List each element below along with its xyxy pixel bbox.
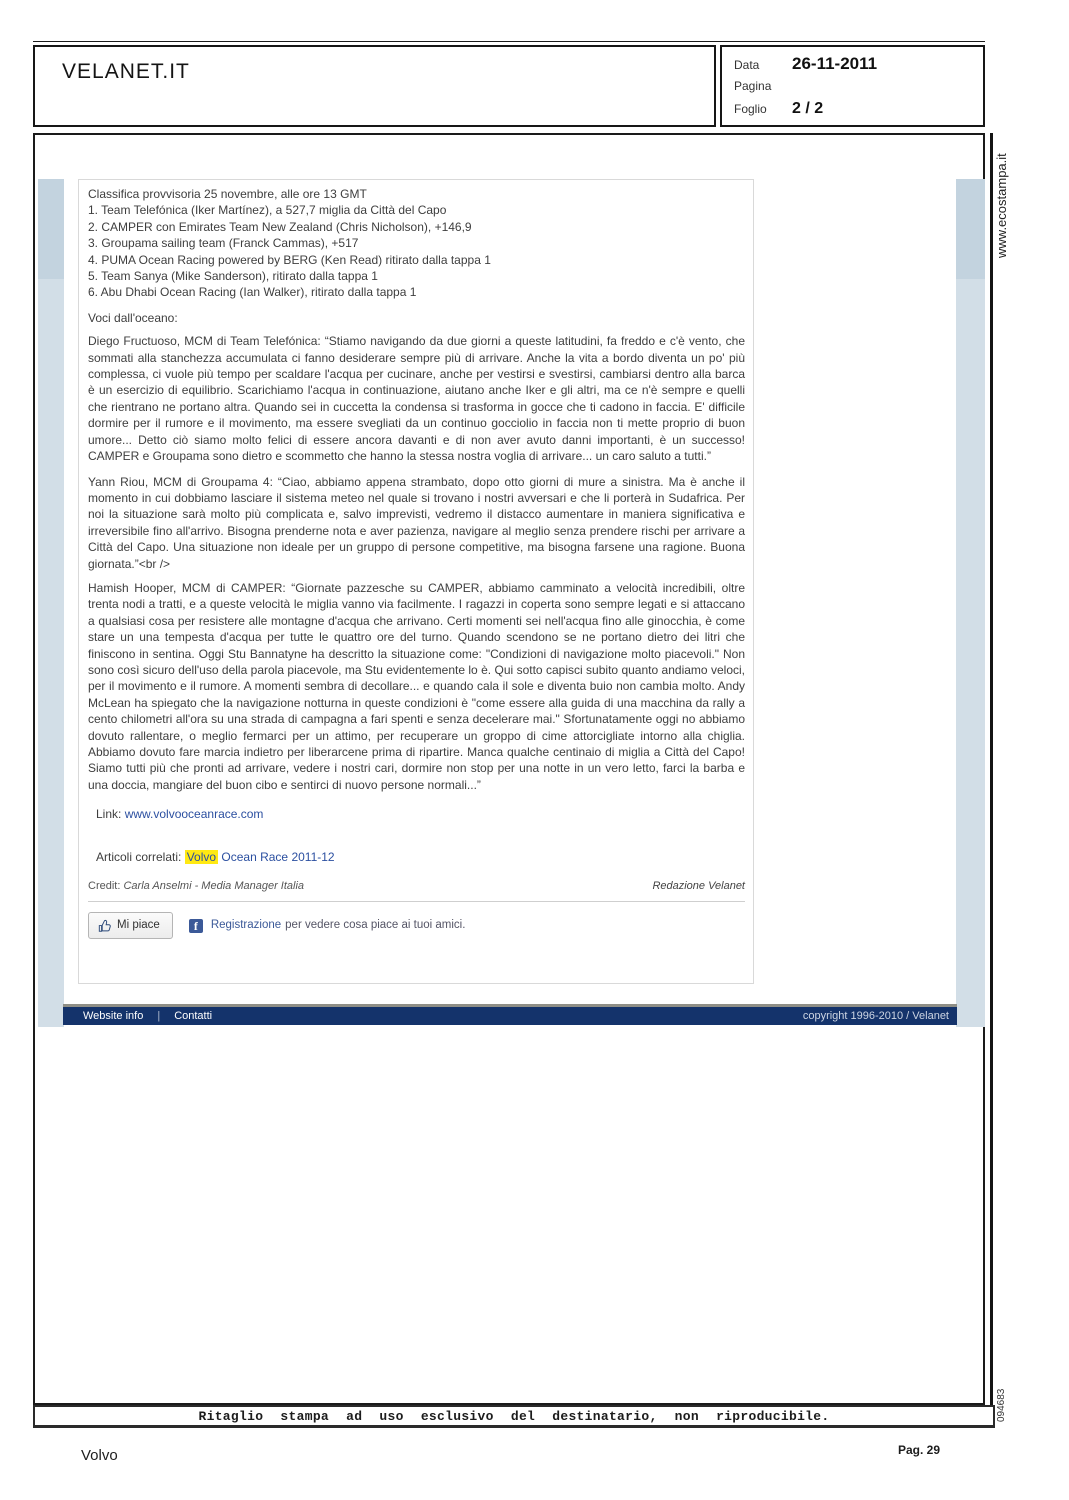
credit-label: Credit: xyxy=(88,880,121,893)
credit-row xyxy=(88,878,745,902)
webpage-right-margin-strip xyxy=(956,179,985,1027)
webpage-left-margin-strip xyxy=(38,179,64,1027)
like-button-label: Mi piace xyxy=(117,919,160,932)
foglio-label: Foglio xyxy=(734,102,767,116)
clipping-meta-box xyxy=(720,45,985,127)
quote-paragraph-camper: Hamish Hooper, MCM di CAMPER: “Giornate pazzesche su CAMPER, abbiamo camminato a velocità incredibili, oltre trenta nodi a tratti, e a queste velocità le miglia vanno via facilmente. I ragazzi in coperta sono sempre legati e si attaccano a qualsiasi cosa per resistere alle montagne d'acqua che arrivano. Certi momenti sei nell'acqua fino alle ginocchia, è come stare un una tempesta d'acqua per tutte le quattro ore del turno. Quando scendono se ne portano dietro dei litri che finiscono in sentina. Oggi Stu Bannatyne ha descritto la situazione come: "Condizioni di navigazione molto piacevoli." Non sono così sicuro dell'uso della parola piacevole, ma Stu evidentemente lo è. Qui sotto capisci subito quanto andiamo veloci, per il movimento e il rumore. A momenti sembra di decollare... e quando cala il sole e diventa buio non cambia molto. Andy McLean ha spiegato che la navigazione notturna in queste condizioni è "come essere alla guida di una macchina da rally a cento chilometri all'ora su una strada di campagna a fari spenti e senza decelerare mai." Sfortunatamente oggi no abbiamo dovuto rallentare, o meglio fermarci per un attimo, per recuperare un groppo di cime attorcigliate intorno alla chiglia. Abbiamo dovuto fare marcia indietro per liberarcene prima di ripartire. Manca qualche centinaio di miglia a Città del Capo! Siamo tutti più che pronti ad arrivare, vedere i nostri cari, dormire non stop per una notte in un vero letto, farci la barba e una doccia, mangiare del buon cibo e sentirci di nuovo persone normali...” xyxy=(88,580,745,792)
standings-item: 6. Abu Dhabi Ocean Racing (Ian Walker), ritirato dalla tappa 1 xyxy=(88,285,417,300)
meta-row-pagina xyxy=(734,79,792,93)
standings-item: 3. Groupama sailing team (Franck Cammas), +517 xyxy=(88,236,359,251)
ritaglio-text: Ritaglio stampa ad uso esclusivo del destinatario, non riproducibile. xyxy=(198,1408,830,1424)
facebook-icon[interactable]: f xyxy=(189,919,203,933)
contatti-link[interactable]: Contatti xyxy=(174,1010,213,1022)
link-row xyxy=(96,806,745,822)
data-label: Data xyxy=(734,58,760,72)
credit-redazione: Redazione Velanet xyxy=(652,880,745,893)
article-content-box xyxy=(78,179,754,984)
clipping-subject: Volvo xyxy=(81,1447,118,1464)
site-footer-links xyxy=(83,1010,212,1022)
volvooceanrace-link[interactable]: www.volvooceanrace.com xyxy=(124,807,264,822)
meta-row-data xyxy=(734,54,877,74)
clipping-code-vertical: 094683 xyxy=(996,1388,1007,1422)
related-ocean-race-link[interactable]: Ocean Race 2011-12 xyxy=(221,849,335,864)
related-label: Articoli correlati: xyxy=(96,849,182,864)
related-articles-row xyxy=(96,849,745,865)
meta-row-foglio xyxy=(734,100,823,118)
standings-title: Classifica provvisoria 25 novembre, alle ore 13 GMT xyxy=(88,187,367,201)
publication-name: VELANET.IT xyxy=(62,60,190,83)
like-button[interactable] xyxy=(88,912,173,938)
standings-list xyxy=(88,186,745,301)
page-reference: Pag. 29 xyxy=(898,1443,941,1457)
standings-item: 1. Team Telefónica (Iker Martínez), a 527,7 miglia da Città del Capo xyxy=(88,203,447,218)
quote-paragraph-groupama: Yann Riou, MCM di Groupama 4: “Ciao, abbiamo appena strambato, dopo otto giorni di mure a sinistra. Ma è anche il momento in cui dobbiamo lasciare il sistema meteo nel quale si trovano i nostri avversari e che li porterà in Sudafrica. Per noi la situazione sarà molto più complicata e, salvo imprevisti, vedremo il distacco aumentare in maniera significativa e irreversibile fino all'arrivo. Bisogna prenderne nota e aver pazienza, navigare al meglio senza prendere rischi per arrivare a Città del Capo. Una situazione non ideale per un gruppo di persone competitive, ma bisogna farsene una ragione. Buona giornata.”<br /> xyxy=(88,474,745,571)
header-top-rule xyxy=(33,41,985,42)
copyright-text: copyright 1996-2010 / Velanet xyxy=(802,1010,949,1022)
data-value: 26-11-2011 xyxy=(792,54,878,73)
facebook-register-link[interactable]: Registrazione xyxy=(210,919,282,932)
ritaglio-strip xyxy=(33,1405,995,1428)
standings-item: 2. CAMPER con Emirates Team New Zealand (Chris Nicholson), +146,9 xyxy=(88,219,472,234)
link-label: Link: xyxy=(96,807,122,822)
sidebar-divider xyxy=(990,133,993,1426)
clipping-frame xyxy=(33,133,985,1405)
website-info-link[interactable]: Website info xyxy=(83,1010,144,1022)
credit-left xyxy=(88,878,304,894)
footer-separator: | xyxy=(157,1010,161,1022)
foglio-value: 2 / 2 xyxy=(792,100,824,117)
quote-paragraph-telefonica: Diego Fructuoso, MCM di Team Telefónica: “Stiamo navigando da due giorni a queste latitudini, fa freddo e c'è vento, che sommati alla stanchezza accumulata ci fanno desiderare sempre più di arrivare. Anche la vita a bordo diventa un po' più complessa, ci vuole più tempo per scaldare l'acqua per cucinare, anche per vestirsi e svestirsi, cambiarsi dentro alla barca è un esercizio di equilibrio. Scarichiamo l'acqua in continuazione, aiutano anche Iker e gli altri, ma ce n'è sempre e quelli che rientrano ne portano altra. Quando sei in cuccetta la condensa si trasforma in gocce che ti cadono in faccia. E' difficile dormire per il rumore e il movimento, ma essere svegliati da un continuo gocciolio in faccia non ti mette proprio di buon umore... Detto ciò siamo molto felici di essere ancora davanti e di non aver avuto danni importanti, è un successo! CAMPER e Groupama sono dietro e scommetto che hanno la stessa nostra voglia di arrivare... un caro saluto a tutti.” xyxy=(88,334,745,464)
thumbs-up-icon xyxy=(98,919,112,933)
credit-author: Carla Anselmi - Media Manager Italia xyxy=(123,880,305,893)
related-highlight-volvo[interactable]: Volvo xyxy=(186,849,217,864)
standings-item: 5. Team Sanya (Mike Sanderson), ritirato dalla tappa 1 xyxy=(88,269,378,284)
voci-heading: Voci dall'oceano: xyxy=(88,310,178,325)
site-footer-bar xyxy=(63,1007,957,1025)
standings-item: 4. PUMA Ocean Racing powered by BERG (Ken Read) ritirato dalla tappa 1 xyxy=(88,252,491,267)
ecostampa-vertical-label: www.ecostampa.it xyxy=(994,153,1009,258)
pagina-label: Pagina xyxy=(734,79,772,93)
facebook-like-row xyxy=(88,912,745,938)
publication-box xyxy=(33,45,716,127)
facebook-register-text: per vedere cosa piace ai tuoi amici. xyxy=(285,919,466,932)
